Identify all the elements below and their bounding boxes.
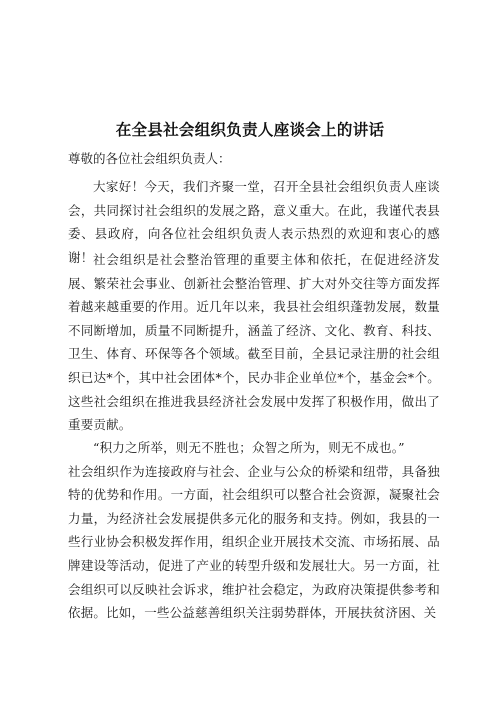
- paragraph-text: 社会组织是社会整治管理的重要主体和依托，在促进经济发展、繁荣社会事业、创新社会整治管理、扩大对外交往等方面发挥着越来越重要的作用。近几年以来，我县社会组织蓬勃发展，数量不同断增加，质量不同断提升，涵盖了经济、文化、教育、科技、卫生、体育、环保等各个领域。截至目前，全县记录注册的社会组织已达*个，其中社会团体*个，民办非企业单位*个，基金会*个。这些社会组织在推进我县经济社会发展中发挥了积极作用，做出了重要贡献。: [68, 252, 440, 433]
- paragraph-quote: [68, 436, 440, 625]
- quote-line: “积力之所举，则无不胜也；众智之所为，则无不成也。”: [93, 440, 405, 455]
- paragraph-overview: [68, 248, 440, 437]
- page-title: 在全县社会组织负责人座谈会上的讲话: [115, 121, 385, 139]
- paragraph-text: 社会组织作为连接政府与社会、企业与公众的桥梁和纽带，具备独特的优势和作用。一方面，社会组织可以整合社会资源，凝聚社会力量，为经济社会发展提供多元化的服务和支持。例如，我县的一些行业协会积极发挥作用，组织企业开展技术交流、市场拓展、品牌建设等活动，促进了产业的转型升级和发展壮大。另一方面，社会组织可以反映社会诉求，维护社会稳定，为政府决策提供参考和依据。比如，一些公益慈善组织关注弱势群体，开展扶贫济困、关: [68, 463, 440, 621]
- salutation: 尊敬的各位社会组织负责人：: [68, 151, 231, 166]
- paragraph-text: 大家好！今天，我们齐聚一堂，召开全县社会组织负责人座谈会，共同探讨社会组织的发展之路，意义重大。在此，我谨代表县委、县政府，向各位社会组织负责人表示热烈的欢迎和衷心的感谢！: [68, 179, 440, 265]
